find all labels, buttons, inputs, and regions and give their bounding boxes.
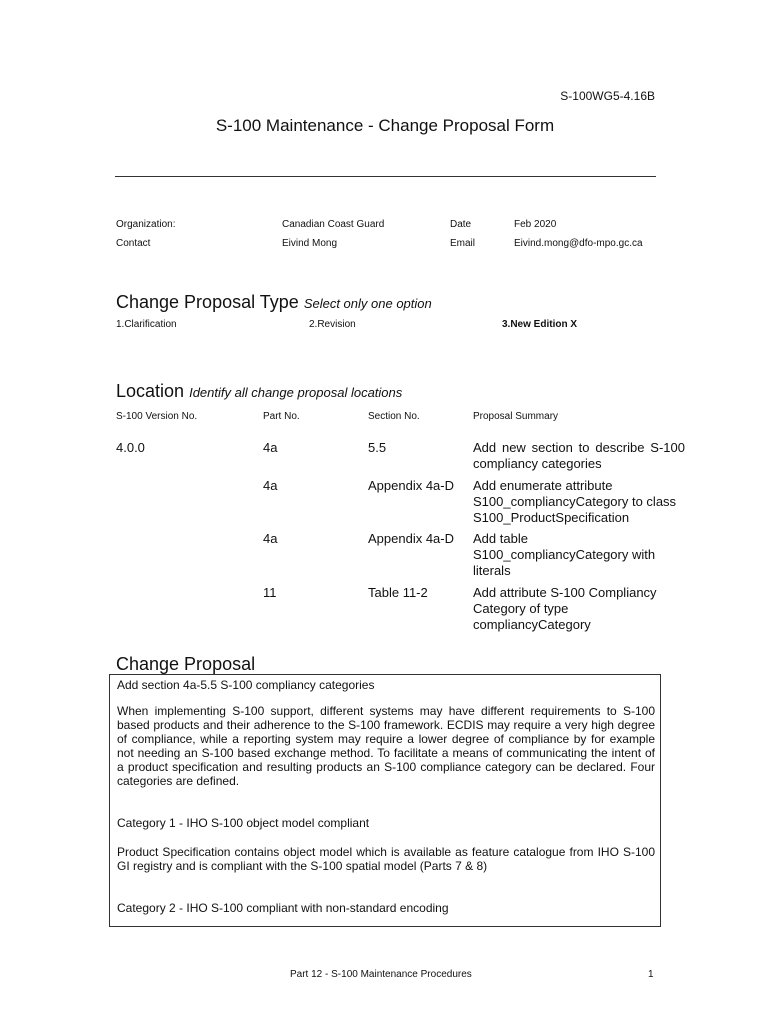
column-header-section: Section No. <box>368 411 420 422</box>
row2-part: 4a <box>263 478 278 493</box>
location-hint: Identify all change proposal locations <box>189 385 403 400</box>
row4-part: 11 <box>263 585 277 600</box>
location-heading <box>116 381 402 402</box>
contact-label: Contact <box>116 238 151 249</box>
row2-summary: Add enumerate attribute S100_compliancyCategory to class S100_ProductSpecification <box>473 478 677 525</box>
change-proposal-box <box>109 674 661 927</box>
change-proposal-heading: Change Proposal <box>116 654 256 674</box>
proposal-type-heading-text: Change Proposal Type <box>116 292 299 312</box>
column-header-part: Part No. <box>263 411 300 422</box>
email-value: Eivind.mong@dfo-mpo.gc.ca <box>514 238 643 249</box>
contact-value: Eivind Mong <box>282 238 338 249</box>
title-divider <box>115 176 656 177</box>
date-value: Feb 2020 <box>514 219 557 230</box>
proposal-paragraph-4: Product Specification contains object model which is available as feature catalogue from IHO S-100 GI registry and is compliant with the S-100 spatial model (Parts 7 & 8) <box>117 845 655 873</box>
organization-value: Canadian Coast Guard <box>282 219 385 230</box>
footer-text: Part 12 - S-100 Maintenance Procedures <box>290 969 472 980</box>
row2-section: Appendix 4a-D <box>368 478 454 493</box>
proposal-paragraph-5: Category 2 - IHO S-100 compliant with non-standard encoding <box>117 901 449 915</box>
location-heading-text: Location <box>116 381 185 401</box>
option-new-edition: 3.New Edition X <box>502 319 578 330</box>
page-number: 1 <box>648 969 654 980</box>
option-revision: 2.Revision <box>309 319 356 330</box>
row1-section: 5.5 <box>368 440 387 455</box>
email-label: Email <box>450 238 476 249</box>
date-label: Date <box>450 219 472 230</box>
organization-label: Organization: <box>116 219 176 230</box>
row3-summary: Add table S100_compliancyCategory with literals <box>473 531 656 578</box>
column-header-summary: Proposal Summary <box>473 411 559 422</box>
row1-part: 4a <box>263 440 278 455</box>
row3-part: 4a <box>263 531 278 546</box>
document-id: S-100WG5-4.16B <box>560 89 655 103</box>
row4-section: Table 11-2 <box>368 585 428 600</box>
proposal-type-heading <box>116 292 432 313</box>
row1-version: 4.0.0 <box>116 440 145 455</box>
row1-summary: Add new section to describe S-100 compliancy categories <box>473 440 685 471</box>
proposal-paragraph-3: Category 1 - IHO S-100 object model compliant <box>117 816 370 830</box>
proposal-type-hint: Select only one option <box>303 296 432 311</box>
proposal-paragraph-1: Add section 4a-5.5 S-100 compliancy categories <box>117 678 375 692</box>
column-header-version: S-100 Version No. <box>116 411 198 422</box>
page-title: S-100 Maintenance - Change Proposal Form <box>215 116 555 135</box>
row3-section: Appendix 4a-D <box>368 531 454 546</box>
row4-summary: Add attribute S-100 Compliancy Category of type compliancyCategory <box>473 585 657 632</box>
option-clarification: 1.Clarification <box>116 319 177 330</box>
proposal-paragraph-2: When implementing S-100 support, different systems may have different requirements to S-100 based products and their adherence to the S-100 framework. ECDIS may require a very high degree of compliance, while a reporting system may require a lower degree of compliance by for example not needing an S-100 based exchange method. To facilitate a means of communicating the intent of a product specification and resulting products an S-100 compliance category can be declared. Four categories are defined. <box>117 704 655 788</box>
